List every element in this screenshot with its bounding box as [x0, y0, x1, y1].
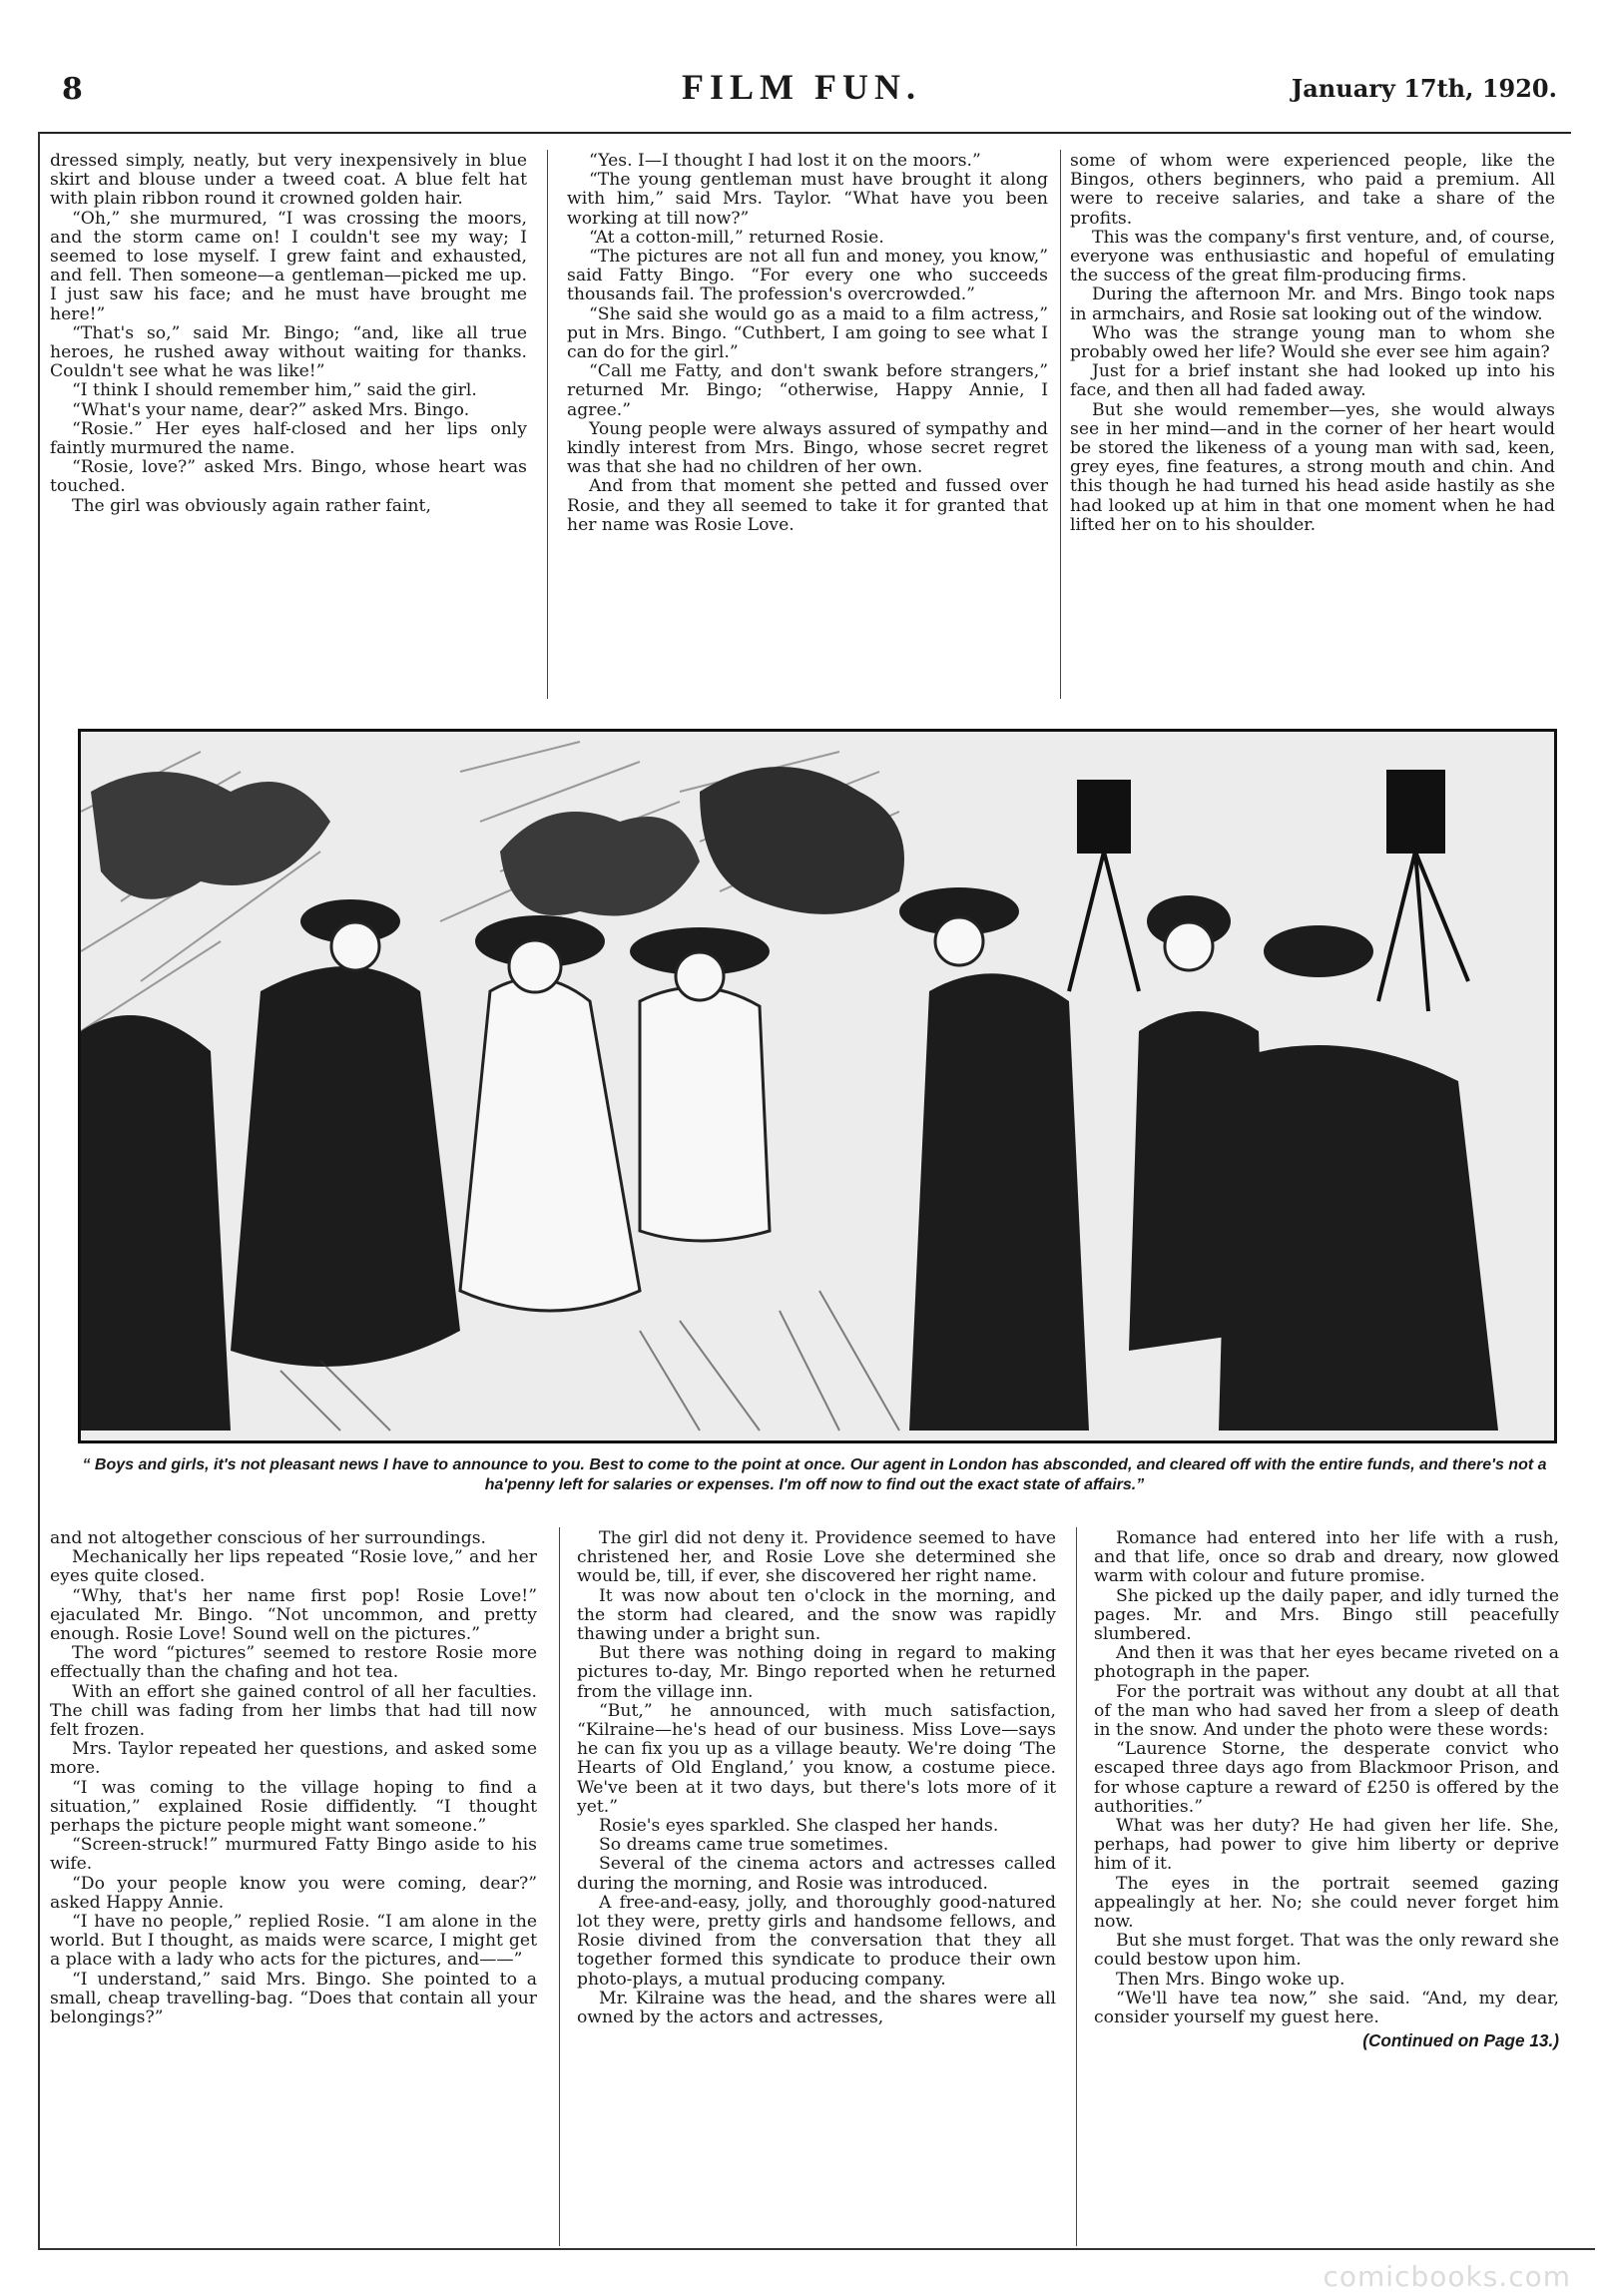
paragraph: So dreams came true sometimes. [599, 1835, 889, 1856]
paragraph: Mechanically her lips repeated “Rosie love,” and her eyes quite closed. [50, 1547, 537, 1587]
paragraph: “We'll have tea now,” she said. “And, my dear, consider yourself my guest here. [1094, 1988, 1559, 2028]
header-rule [38, 132, 1571, 134]
paragraph: and not altogether conscious of her surroundings. [50, 1529, 487, 1548]
page-header [38, 60, 1565, 116]
frame-left-rule [38, 132, 40, 2248]
paragraph: For the portrait was without any doubt at all that of the man who had saved her from a sleep of death in the snow. And under the photo were these words: [1094, 1681, 1559, 1741]
paragraph: “Do your people know you were coming, dear?” asked Happy Annie. [50, 1873, 537, 1913]
paragraph: “That's so,” said Mr. Bingo; “and, like all true heroes, he rushed away without waiting for thanks. Couldn't see what he was like!” [50, 322, 527, 382]
paragraph: “I have no people,” replied Rosie. “I am alone in the world. But I thought, as maids were scarce, I might get a place with a lady who acts for the pictures, and——” [50, 1912, 537, 1971]
paragraph: Mrs. Taylor repeated her questions, and asked some more. [50, 1739, 537, 1779]
paragraph: “At a cotton-mill,” returned Rosie. [589, 227, 884, 248]
bottom-column-1 [50, 1529, 537, 2243]
column-divider [1076, 1527, 1077, 2246]
paragraph: It was now about ten o'clock in the morning, and the storm had cleared, and the snow was rapidly thawing under a bright sun. [577, 1585, 1056, 1645]
paragraph: Then Mrs. Bingo woke up. [1116, 1969, 1345, 1990]
paragraph: some of whom were experienced people, like the Bingos, others beginners, who paid a premium. All were to receive salaries, and take a share of the profits. [1070, 152, 1555, 229]
top-column-2 [567, 152, 1048, 691]
bottom-column-3 [1094, 1529, 1559, 2243]
illustration-caption: “ Boys and girls, it's not pleasant news I have to announce to you. Best to come to the point at once. Our agent in London has absconded, and cleared off with the entire funds, and there's not a ha'penny left for salaries or expenses. I'm off now to find out the exact state of affairs.” [82, 1456, 1547, 1493]
paragraph: But she would remember—yes, she would always see in her mind—and in the corner of her heart would be stored the likeness of a young man with sad, keen, grey eyes, fine features, a strong mouth and chin. And this though he had turned his head aside hastily as she had looked up at him in that one moment when he had lifted her on to his shoulder. [1070, 399, 1555, 535]
paragraph: And then it was that her eyes became riveted on a photograph in the paper. [1094, 1643, 1559, 1683]
paragraph: “Rosie, love?” asked Mrs. Bingo, whose heart was touched. [50, 457, 527, 497]
paragraph: With an effort she gained control of all her faculties. The chill was fading from her limbs that had till now felt frozen. [50, 1681, 537, 1741]
paragraph: The word “pictures” seemed to restore Rosie more effectually than the chafing and hot tea. [50, 1643, 537, 1683]
continued-notice: (Continued on Page 13.) [1362, 2030, 1559, 2051]
site-watermark: comicbooks.com [1323, 2260, 1571, 2293]
story-illustration [78, 729, 1557, 1443]
paragraph: “Call me Fatty, and don't swank before strangers,” returned Mr. Bingo; “otherwise, Happy Annie, I agree.” [567, 361, 1048, 420]
masthead-title: FILM FUN. [682, 67, 921, 107]
frame-bottom-rule [38, 2248, 1595, 2250]
paragraph: “What's your name, dear?” asked Mrs. Bingo. [72, 399, 470, 420]
paragraph: The girl was obviously again rather faint, [72, 495, 431, 516]
paragraph: Romance had entered into her life with a rush, and that life, once so drab and dreary, now glowed warm with colour and future promise. [1094, 1529, 1559, 1587]
paragraph: “Screen-struck!” murmured Fatty Bingo aside to his wife. [50, 1835, 537, 1875]
paragraph: “Rosie.” Her eyes half-closed and her lips only faintly murmured the name. [50, 418, 527, 459]
column-divider [559, 1527, 560, 2246]
paragraph: “Oh,” she murmured, “I was crossing the moors, and the storm came on! I couldn't see my way; I seemed to lose myself. I grew faint and exhausted, and fell. Then someone—a gentleman—picked me up. I just saw his face; and he must have brought me here!” [50, 208, 527, 324]
paragraph: Young people were always assured of sympathy and kindly interest from Mrs. Bingo, whose secret regret was that she had no children of her own. [567, 418, 1048, 478]
paragraph: Mr. Kilraine was the head, and the shares were all owned by the actors and actresses, [577, 1988, 1056, 2028]
paragraph: The girl did not deny it. Providence seemed to have christened her, and Rosie Love she determined she would be, till, if ever, she discovered her right name. [577, 1529, 1056, 1587]
top-column-1 [50, 152, 527, 691]
paragraph: “Why, that's her name first pop! Rosie Love!” ejaculated Mr. Bingo. “Not uncommon, and pretty enough. Rosie Love! Sound well on the pictures.” [50, 1585, 537, 1645]
paragraph: A free-and-easy, jolly, and thoroughly good-natured lot they were, pretty girls and handsome fellows, and Rosie divined from the conversation that they all together formed this syndicate to produce their own photo-plays, a mutual producing company. [577, 1892, 1056, 1990]
column-divider [547, 150, 548, 699]
paragraph: She picked up the daily paper, and idly turned the pages. Mr. and Mrs. Bingo still peacefully slumbered. [1094, 1585, 1559, 1645]
paragraph: “I think I should remember him,” said the girl. [72, 380, 477, 401]
paragraph: And from that moment she petted and fussed over Rosie, and they all seemed to take it for granted that her name was Rosie Love. [567, 476, 1048, 535]
paragraph: But she must forget. That was the only reward she could bestow upon him. [1094, 1931, 1559, 1971]
top-column-3 [1070, 152, 1555, 691]
paragraph: Several of the cinema actors and actresses called during the morning, and Rosie was introduced. [577, 1854, 1056, 1894]
paragraph: “The young gentleman must have brought it along with him,” said Mrs. Taylor. “What have you been working at till now?” [567, 170, 1048, 229]
paragraph: What was her duty? He had given her life. She, perhaps, had power to give him liberty or deprive him of it. [1094, 1816, 1559, 1875]
paragraph: But there was nothing doing in regard to making pictures to-day, Mr. Bingo reported when he returned from the village inn. [577, 1643, 1056, 1702]
issue-date: January 17th, 1920. [1291, 74, 1557, 103]
paragraph: “Yes. I—I thought I had lost it on the moors.” [589, 152, 981, 171]
column-divider [1060, 150, 1061, 699]
paragraph: “I was coming to the village hoping to find a situation,” explained Rosie diffidently. “I thought perhaps the picture people might want someone.” [50, 1777, 537, 1837]
paragraph: During the afternoon Mr. and Mrs. Bingo took naps in armchairs, and Rosie sat looking out of the window. [1070, 285, 1555, 324]
paragraph: Who was the strange young man to whom she probably owed her life? Would she ever see him again? [1070, 322, 1555, 363]
page-number: 8 [62, 72, 83, 107]
paragraph: The eyes in the portrait seemed gazing appealingly at her. No; she could never forget him now. [1094, 1873, 1559, 1933]
film-crew-scene-drawing [81, 732, 1554, 1440]
newspaper-quote: “Laurence Storne, the desperate convict who escaped three days ago from Blackmoor Prison, and for whose capture a reward of £250 is offered by the authorities.” [1094, 1739, 1559, 1817]
paragraph: Just for a brief instant she had looked up into his face, and then all had faded away. [1070, 361, 1555, 401]
paragraph: “The pictures are not all fun and money, you know,” said Fatty Bingo. “For every one who succeeds thousands fail. The profession's overcrowded.” [567, 247, 1048, 305]
paragraph: “But,” he announced, with much satisfaction, “Kilraine—he's head of our business. Miss Love—says he can fix you up as a village beauty. We're doing ‘The Hearts of Old England,’ you know, a costume piece. We've been at it two days, but there's lots more of it yet.” [577, 1700, 1056, 1817]
paragraph: “She said she would go as a maid to a film actress,” put in Mrs. Bingo. “Cuthbert, I am going to see what I can do for the girl.” [567, 303, 1048, 363]
bottom-column-2 [577, 1529, 1056, 2243]
paragraph: This was the company's first venture, and, of course, everyone was enthusiastic and hopeful of emulating the success of the great film-producing firms. [1070, 227, 1555, 287]
paragraph: “I understand,” said Mrs. Bingo. She pointed to a small, cheap travelling-bag. “Does that contain all your belongings?” [50, 1969, 537, 2028]
paragraph: dressed simply, neatly, but very inexpensively in blue skirt and blouse under a tweed coat. A blue felt hat with plain ribbon round it crowned golden hair. [50, 152, 527, 210]
paragraph: Rosie's eyes sparkled. She clasped her hands. [599, 1816, 999, 1837]
